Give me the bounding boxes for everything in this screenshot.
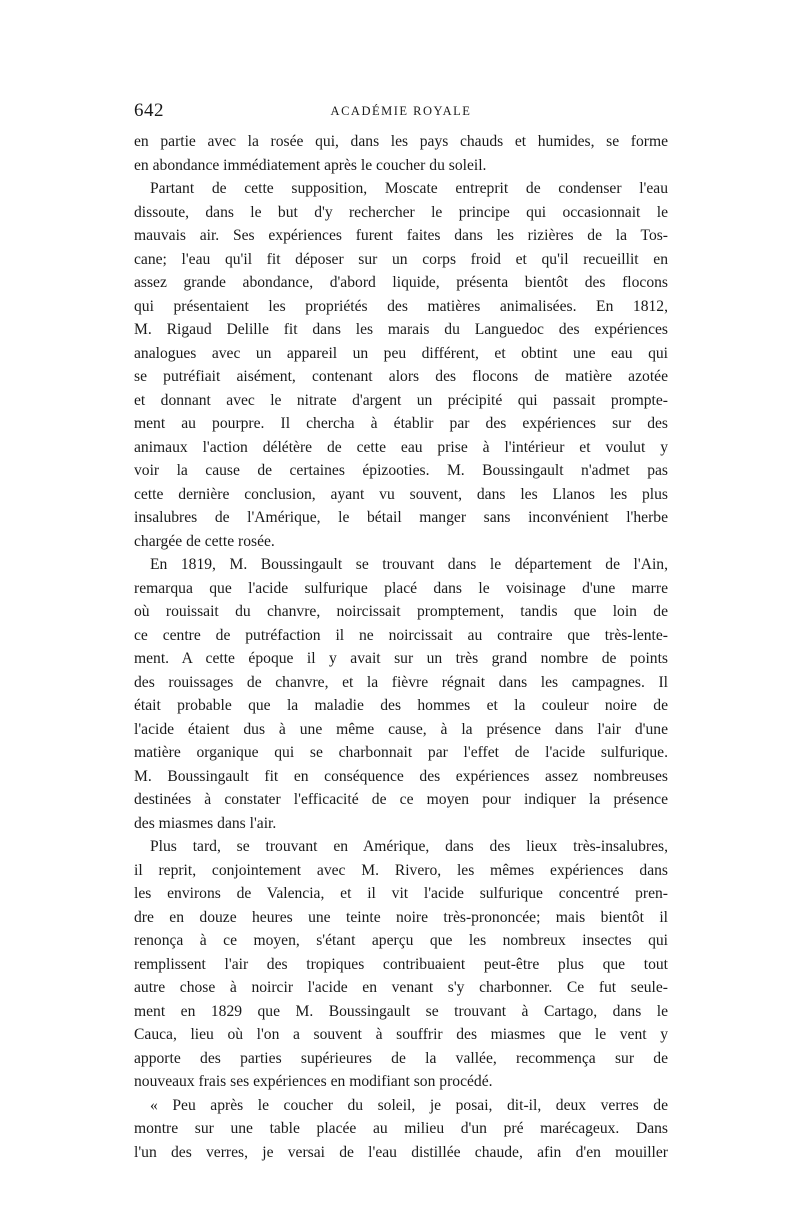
text-line: matière organique qui se charbonnait par l'effet de l'acide sulfurique. <box>134 744 668 761</box>
text-line: l'acide étaient dus à une même cause, à la présence dans l'air d'une <box>134 720 668 738</box>
text-line: remarqua que l'acide sulfurique placé dans le voisinage d'une marre <box>134 579 668 597</box>
text-line: ment en 1829 que M. Boussingault se trouvant à Cartago, dans le <box>134 1002 668 1020</box>
text-line: était probable que la maladie des hommes et la couleur noire de <box>134 697 668 714</box>
text-line: des rouissages de chanvre, et la fièvre régnait dans les campagnes. Il <box>134 673 668 691</box>
text-line: montre sur une table placée au milieu d'un pré marécageux. Dans <box>134 1120 668 1137</box>
text-line: M. Boussingault fit en conséquence des expériences assez nombreuses <box>134 767 668 785</box>
paragraph <box>134 835 668 1094</box>
paragraph <box>134 177 668 553</box>
text-line: « Peu après le coucher du soleil, je posai, dit-il, deux verres de <box>150 1096 668 1114</box>
running-head-title: ACADÉMIE ROYALE <box>330 104 472 118</box>
text-line: Cauca, lieu où l'on a souvent à souffrir des miasmes que le vent y <box>134 1026 668 1043</box>
text-line: Plus tard, se trouvant en Amérique, dans des lieux très-insalubres, <box>150 838 668 855</box>
text-line: les environs de Valencia, et il vit l'acide sulfurique concentré pren- <box>134 885 668 902</box>
text-line: cane; l'eau qu'il fit déposer sur un corps froid et qu'il recueillit en <box>134 250 668 268</box>
text-line: où rouissait du chanvre, noircissait promptement, tandis que loin de <box>134 603 668 620</box>
text-line: assez grande abondance, d'abord liquide, présenta bientôt des flocons <box>134 274 668 291</box>
text-line: chargée de cette rosée. <box>134 532 275 550</box>
text-line: ment au pourpre. Il chercha à établir par des expériences sur des <box>134 415 668 432</box>
text-line: et donnant avec le nitrate d'argent un précipité qui passait prompte- <box>134 391 668 409</box>
text-line: se putréfiait aisément, contenant alors des flocons de matière azotée <box>134 368 668 385</box>
text-line: renonça à ce moyen, s'étant aperçu que les nombreux insectes qui <box>134 932 668 949</box>
text-line: ment. A cette époque il y avait sur un très grand nombre de points <box>134 650 668 667</box>
text-line: autre chose à noircir l'acide en venant s'y charbonner. Ce fut seule- <box>134 979 668 996</box>
text-line: des miasmes dans l'air. <box>134 814 277 832</box>
body-text <box>134 130 668 1164</box>
paragraph <box>134 130 668 177</box>
paragraph <box>134 1094 668 1165</box>
text-line: mauvais air. Ses expériences furent faites dans les rizières de la Tos- <box>134 227 668 244</box>
text-line: en abondance immédiatement après le coucher du soleil. <box>134 156 487 174</box>
text-line: En 1819, M. Boussingault se trouvant dans le département de l'Ain, <box>150 556 668 573</box>
text-line: insalubres de l'Amérique, le bétail manger sans inconvénient l'herbe <box>134 509 668 526</box>
text-line: animaux l'action délétère de cette eau prise à l'intérieur et voulut y <box>134 438 668 456</box>
page-number: 642 <box>134 100 164 121</box>
text-line: en partie avec la rosée qui, dans les pays chauds et humides, se forme <box>134 133 668 150</box>
text-line: M. Rigaud Delille fit dans les marais du Languedoc des expériences <box>134 321 668 338</box>
text-line: nouveaux frais ses expériences en modifiant son procédé. <box>134 1073 493 1090</box>
text-line: dissoute, dans le but d'y rechercher le principe qui occasionnait le <box>134 203 668 221</box>
book-page <box>134 100 668 1164</box>
text-line: destinées à constater l'efficacité de ce moyen pour indiquer la présence <box>134 791 668 808</box>
text-line: remplissent l'air des tropiques contribuaient peut-être plus que tout <box>134 955 668 973</box>
text-line: Partant de cette supposition, Moscate entreprit de condenser l'eau <box>150 180 668 197</box>
text-line: ce centre de putréfaction il ne noircissait au contraire que très-lente- <box>134 626 668 644</box>
text-line: cette dernière conclusion, ayant vu souvent, dans les Llanos les plus <box>134 485 668 503</box>
text-line: analogues avec un appareil un peu différent, et obtint une eau qui <box>134 344 668 362</box>
text-line: l'un des verres, je versai de l'eau distillée chaude, afin d'en mouiller <box>134 1143 668 1161</box>
text-line: voir la cause de certaines épizooties. M. Boussingault n'admet pas <box>134 462 668 479</box>
paragraph <box>134 553 668 835</box>
running-head <box>134 100 668 130</box>
text-line: apporte des parties supérieures de la vallée, recommença sur de <box>134 1049 668 1067</box>
text-line: qui présentaient les propriétés des matières animalisées. En 1812, <box>134 297 668 315</box>
text-line: dre en douze heures une teinte noire très-prononcée; mais bientôt il <box>134 908 668 926</box>
text-line: il reprit, conjointement avec M. Rivero, les mêmes expériences dans <box>134 861 668 879</box>
